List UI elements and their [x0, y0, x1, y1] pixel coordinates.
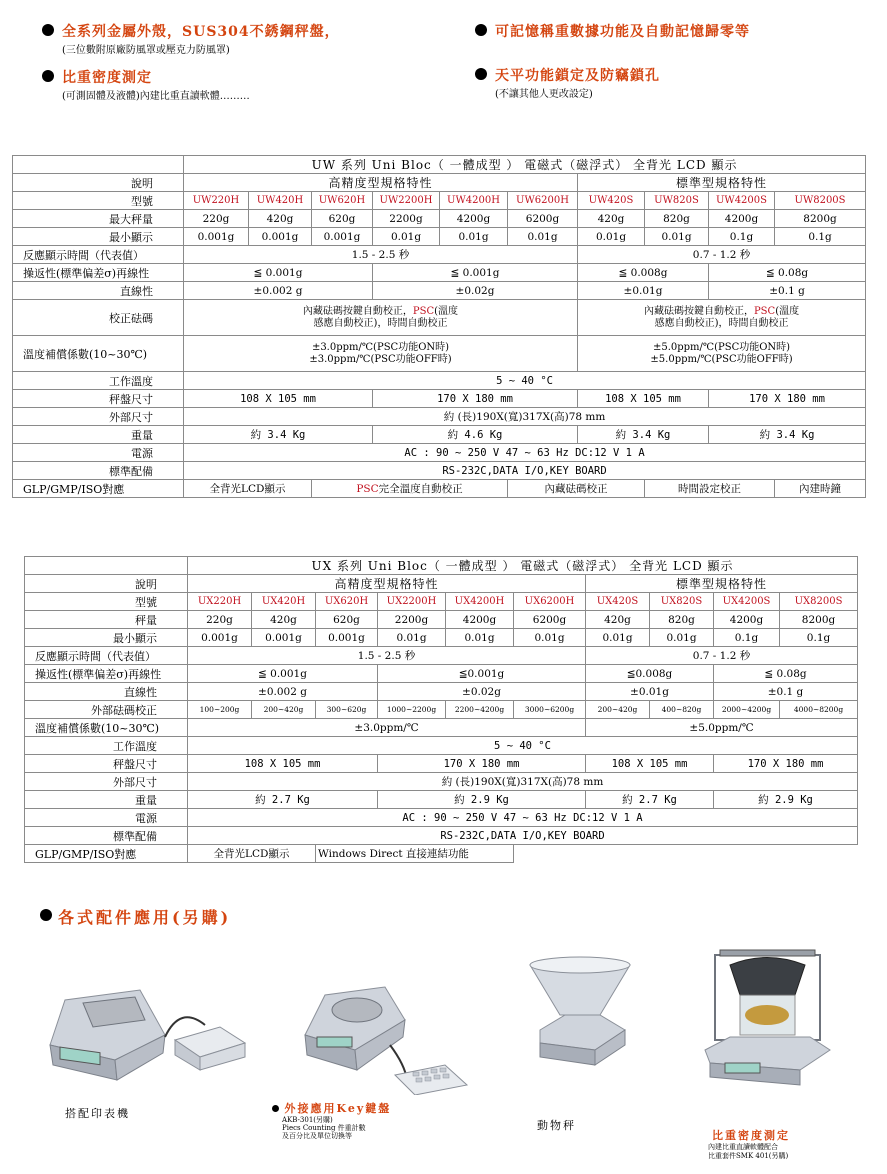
value-cell: 4000~8200g	[780, 701, 858, 719]
value-cell: 420g	[578, 210, 645, 228]
value-cell: 6200g	[514, 611, 586, 629]
value-cell: 220g	[188, 611, 252, 629]
row-label: 工作溫度	[13, 372, 184, 390]
value-cell: 約 3.4 Kg	[578, 426, 709, 444]
ux-title: UX 系列 Uni Bloc（ 一體成型 ） 電磁式（磁浮式） 全背光 LCD 顯示	[188, 557, 858, 575]
model-cell: UX2200H	[378, 593, 446, 611]
animal-scale-caption: 動物秤	[537, 1119, 576, 1132]
uw-tc-row	[13, 336, 866, 372]
value-cell: 0.01g	[440, 228, 508, 246]
value-cell: 220g	[184, 210, 249, 228]
std-header: 標準型規格特性	[578, 174, 866, 192]
feature-sub: (可測固體及液體)內建比重直讀軟體………	[62, 91, 250, 102]
feature-sub: (不讓其他人更改設定)	[495, 89, 593, 100]
value-cell: 0.01g	[446, 629, 514, 647]
value-cell: 0.1g	[709, 228, 775, 246]
row-label: 標準配備	[13, 462, 184, 480]
value-cell: ≦0.001g	[378, 665, 586, 683]
value-cell: RS-232C,DATA I/O,KEY BOARD	[188, 827, 858, 845]
value-cell: 420g	[252, 611, 316, 629]
value-cell: 約 3.4 Kg	[709, 426, 866, 444]
value-cell: 820g	[650, 611, 714, 629]
hp-header: 高精度型規格特性	[184, 174, 578, 192]
uw-pw-row	[13, 444, 866, 462]
value-cell: 0.7 - 1.2 秒	[578, 246, 866, 264]
row-label: 反應顯示時間（代表值）	[13, 246, 184, 264]
row-label: 反應顯示時間（代表值）	[25, 647, 188, 665]
row-label: GLP/GMP/ISO對應	[13, 480, 184, 498]
model-cell: UW420S	[578, 192, 645, 210]
ux-spec-table	[24, 556, 858, 863]
model-cell: UX220H	[188, 593, 252, 611]
bullet-icon	[42, 70, 54, 82]
model-cell: UX420H	[252, 593, 316, 611]
keyboard-sub: AKB-301(另購)	[282, 1116, 333, 1124]
model-cell: UW6200H	[508, 192, 578, 210]
value-cell: 100~200g	[188, 701, 252, 719]
value-cell: 620g	[316, 611, 378, 629]
row-label: 型號	[13, 192, 184, 210]
row-label: 電源	[13, 444, 184, 462]
value-cell: ±0.01g	[578, 282, 709, 300]
value-cell: 200~420g	[252, 701, 316, 719]
ux-std-row	[25, 827, 858, 845]
feature-title: 可記憶稱重數據功能及自動記憶歸零等	[495, 24, 750, 40]
balance-printer-image	[45, 965, 250, 1090]
value-cell: 0.001g	[188, 629, 252, 647]
value-cell: 約 (長)190X(寬)317X(高)78 mm	[188, 773, 858, 791]
value-cell: 2200g	[373, 210, 440, 228]
value-cell: 約 2.7 Kg	[586, 791, 714, 809]
value-cell: 約 2.7 Kg	[188, 791, 378, 809]
bullet-icon	[272, 1105, 279, 1112]
value-cell: 0.001g	[252, 629, 316, 647]
model-cell: UX6200H	[514, 593, 586, 611]
row-label: 直線性	[25, 683, 188, 701]
value-cell: 1.5 - 2.5 秒	[184, 246, 578, 264]
model-cell: UX4200H	[446, 593, 514, 611]
value-cell: 0.01g	[578, 228, 645, 246]
row-label: 電源	[25, 809, 188, 827]
uw-title: UW 系列 Uni Bloc（ 一體成型 ） 電磁式（磁浮式） 全背光 LCD 顯示	[184, 156, 866, 174]
value-cell: 0.01g	[508, 228, 578, 246]
uw-maxcap-row	[13, 210, 866, 228]
value-cell: 108 X 105 mm	[578, 390, 709, 408]
row-label: 型號	[25, 593, 188, 611]
value-cell: 0.1g	[780, 629, 858, 647]
uw-pan-row	[13, 390, 866, 408]
model-cell: UW4200S	[709, 192, 775, 210]
value-cell: 0.01g	[650, 629, 714, 647]
row-label: 說明	[25, 575, 188, 593]
value-cell: 0.1g	[775, 228, 866, 246]
std-header: 標準型規格特性	[586, 575, 858, 593]
value-cell: 108 X 105 mm	[188, 755, 378, 773]
value-cell: 620g	[312, 210, 373, 228]
value-cell: 0.01g	[378, 629, 446, 647]
value-cell: 0.001g	[312, 228, 373, 246]
row-label: 重量	[25, 791, 188, 809]
row-label: 外部砝碼校正	[25, 701, 188, 719]
uw-dim-row	[13, 408, 866, 426]
model-cell: UX420S	[586, 593, 650, 611]
value-cell: 0.001g	[249, 228, 312, 246]
value-cell: 8200g	[775, 210, 866, 228]
value-cell: 0.01g	[586, 629, 650, 647]
cal-cell: 內藏砝碼按鍵自動校正，PSC(溫度 感應自動校正)，時間自動校正	[578, 300, 866, 336]
row-label: 重量	[13, 426, 184, 444]
value-cell: 2200~4200g	[446, 701, 514, 719]
uw-mindisp-row	[13, 228, 866, 246]
ux-wt-row	[25, 791, 858, 809]
value-cell: 4200g	[714, 611, 780, 629]
value-cell: 約 4.6 Kg	[373, 426, 578, 444]
row-label: GLP/GMP/ISO對應	[25, 845, 188, 863]
row-label: 標準配備	[25, 827, 188, 845]
value-cell: 全背光LCD顯示	[184, 480, 312, 498]
value-cell: 1.5 - 2.5 秒	[188, 647, 586, 665]
ux-ext-row	[25, 701, 858, 719]
uw-wt-row	[13, 426, 866, 444]
value-cell: 約 2.9 Kg	[714, 791, 858, 809]
value-cell: 170 X 180 mm	[373, 390, 578, 408]
ux-pw-row	[25, 809, 858, 827]
row-label: 說明	[13, 174, 184, 192]
value-cell: 0.01g	[645, 228, 709, 246]
ux-resp-row	[25, 647, 858, 665]
value-cell: 170 X 180 mm	[378, 755, 586, 773]
value-cell: 0.1g	[714, 629, 780, 647]
density-sub: 比重套件SMK 401(另購)	[708, 1152, 789, 1160]
row-label: 操返性(標準偏差σ)再線性	[25, 665, 188, 683]
row-label: 秤盤尺寸	[25, 755, 188, 773]
uw-rep-row	[13, 264, 866, 282]
ux-tc-row	[25, 719, 858, 737]
bullet-icon	[40, 909, 52, 921]
value-cell: ≦0.008g	[586, 665, 714, 683]
density-caption: 比重密度測定	[712, 1129, 790, 1142]
value-cell: ≦ 0.008g	[578, 264, 709, 282]
value-cell: PSC完全溫度自動校正	[312, 480, 508, 498]
ux-model-row	[25, 593, 858, 611]
feature-title: 全系列金屬外殼，SUS304不銹鋼秤盤，	[62, 24, 340, 40]
tc-cell: ±5.0ppm/℃(PSC功能ON時) ±5.0ppm/℃(PSC功能OFF時)	[578, 336, 866, 372]
row-label: 秤量	[25, 611, 188, 629]
value-cell: 2200g	[378, 611, 446, 629]
accessories-title: 各式配件應用(另購)	[58, 908, 232, 927]
ux-maxcap-row	[25, 611, 858, 629]
value-cell: ±0.002 g	[188, 683, 378, 701]
value-cell: 420g	[249, 210, 312, 228]
empty-cell	[514, 845, 858, 863]
value-cell: ±0.02g	[378, 683, 586, 701]
value-cell: 4200g	[440, 210, 508, 228]
row-label: 校正砝碼	[13, 300, 184, 336]
keyboard-caption: 外接應用Key鍵盤	[272, 1100, 391, 1116]
value-cell: 約 2.9 Kg	[378, 791, 586, 809]
row-label: 外部尺寸	[25, 773, 188, 791]
value-cell: 約 (長)190X(寬)317X(高)78 mm	[184, 408, 866, 426]
value-cell: ±0.1 g	[714, 683, 858, 701]
bullet-icon	[475, 68, 487, 80]
bullet-icon	[475, 24, 487, 36]
row-label: 溫度補償係數(10~30℃)	[13, 336, 184, 372]
row-label: 最小顯示	[13, 228, 184, 246]
model-cell: UX4200S	[714, 593, 780, 611]
value-cell: 內藏砝碼校正	[508, 480, 645, 498]
value-cell: Windows Direct 直接連結功能	[316, 845, 514, 863]
model-cell: UW820S	[645, 192, 709, 210]
model-cell: UW2200H	[373, 192, 440, 210]
model-cell: UW420H	[249, 192, 312, 210]
printer-caption: 搭配印表機	[65, 1107, 130, 1120]
row-label: 最大秤量	[13, 210, 184, 228]
value-cell: ≦ 0.08g	[709, 264, 866, 282]
uw-cal-row	[13, 300, 866, 336]
value-cell: ±0.02g	[373, 282, 578, 300]
uw-temp-row	[13, 372, 866, 390]
uw-spec-table	[12, 155, 866, 498]
value-cell: 內建時鐘	[775, 480, 866, 498]
value-cell: 0.01g	[514, 629, 586, 647]
value-cell: 6200g	[508, 210, 578, 228]
value-cell: 400~820g	[650, 701, 714, 719]
value-cell: ±3.0ppm/℃	[188, 719, 586, 737]
feature-title: 天平功能鎖定及防竊鎖孔	[495, 68, 660, 84]
row-label: 秤盤尺寸	[13, 390, 184, 408]
value-cell: 2000~4200g	[714, 701, 780, 719]
value-cell: ≦ 0.08g	[714, 665, 858, 683]
ux-pan-row	[25, 755, 858, 773]
value-cell: 全背光LCD顯示	[188, 845, 316, 863]
value-cell: ±0.1 g	[709, 282, 866, 300]
row-label: 工作溫度	[25, 737, 188, 755]
value-cell: ≦ 0.001g	[373, 264, 578, 282]
uw-resp-row	[13, 246, 866, 264]
density-sub: 內建比重直讀軟體配合	[708, 1143, 778, 1151]
value-cell: 8200g	[780, 611, 858, 629]
value-cell: ≦ 0.001g	[184, 264, 373, 282]
animal-scale-image	[525, 955, 635, 1075]
keyboard-sub: Piecs Counting 件重計數	[282, 1124, 366, 1132]
keyboard-sub: 及百分比及單位切換等	[282, 1132, 352, 1140]
model-cell: UX620H	[316, 593, 378, 611]
ux-temp-row	[25, 737, 858, 755]
model-cell: UW4200H	[440, 192, 508, 210]
model-cell: UW220H	[184, 192, 249, 210]
value-cell: ≦ 0.001g	[188, 665, 378, 683]
value-cell: 170 X 180 mm	[709, 390, 866, 408]
value-cell: 4200g	[709, 210, 775, 228]
value-cell: 200~420g	[586, 701, 650, 719]
model-cell: UX820S	[650, 593, 714, 611]
row-label: 操返性(標準偏差σ)再線性	[13, 264, 184, 282]
value-cell: 820g	[645, 210, 709, 228]
row-label: 直線性	[13, 282, 184, 300]
row-label: 外部尺寸	[13, 408, 184, 426]
balance-keyboard-image	[295, 965, 485, 1095]
ux-dim-row	[25, 773, 858, 791]
value-cell: 0.001g	[184, 228, 249, 246]
value-cell: AC : 90 ~ 250 V 47 ~ 63 Hz DC:12 V 1 A	[184, 444, 866, 462]
value-cell: 1000~2200g	[378, 701, 446, 719]
value-cell: 108 X 105 mm	[586, 755, 714, 773]
value-cell: 0.001g	[316, 629, 378, 647]
value-cell: 108 X 105 mm	[184, 390, 373, 408]
model-cell: UW8200S	[775, 192, 866, 210]
ux-glp-row	[25, 845, 858, 863]
value-cell: ±5.0ppm/℃	[586, 719, 858, 737]
value-cell: 0.01g	[373, 228, 440, 246]
uw-glp-row	[13, 480, 866, 498]
uw-lin-row	[13, 282, 866, 300]
value-cell: AC : 90 ~ 250 V 47 ~ 63 Hz DC:12 V 1 A	[188, 809, 858, 827]
density-kit-image	[700, 945, 835, 1090]
row-label: 溫度補償係數(10~30℃)	[25, 719, 188, 737]
bullet-icon	[42, 24, 54, 36]
value-cell: ±0.01g	[586, 683, 714, 701]
feature-title: 比重密度測定	[62, 70, 152, 86]
ux-rep-row	[25, 665, 858, 683]
model-cell: UX8200S	[780, 593, 858, 611]
value-cell: ±0.002 g	[184, 282, 373, 300]
feature-sub: (三位數附原廠防風罩或壓克力防風罩)	[62, 45, 230, 56]
uw-std-row	[13, 462, 866, 480]
value-cell: 3000~6200g	[514, 701, 586, 719]
value-cell: 420g	[586, 611, 650, 629]
cal-cell: 內藏砝碼按鍵自動校正，PSC(溫度 感應自動校正)，時間自動校正	[184, 300, 578, 336]
ux-lin-row	[25, 683, 858, 701]
tc-cell: ±3.0ppm/℃(PSC功能ON時) ±3.0ppm/℃(PSC功能OFF時)	[184, 336, 578, 372]
value-cell: 時間設定校正	[645, 480, 775, 498]
row-label: 最小顯示	[25, 629, 188, 647]
uw-model-row	[13, 192, 866, 210]
value-cell: 約 3.4 Kg	[184, 426, 373, 444]
value-cell: 170 X 180 mm	[714, 755, 858, 773]
value-cell: 300~620g	[316, 701, 378, 719]
value-cell: 5 ~ 40 °C	[184, 372, 866, 390]
value-cell: 4200g	[446, 611, 514, 629]
model-cell: UW620H	[312, 192, 373, 210]
value-cell: RS-232C,DATA I/O,KEY BOARD	[184, 462, 866, 480]
ux-mindisp-row	[25, 629, 858, 647]
hp-header: 高精度型規格特性	[188, 575, 586, 593]
value-cell: 5 ~ 40 °C	[188, 737, 858, 755]
value-cell: 0.7 - 1.2 秒	[586, 647, 858, 665]
